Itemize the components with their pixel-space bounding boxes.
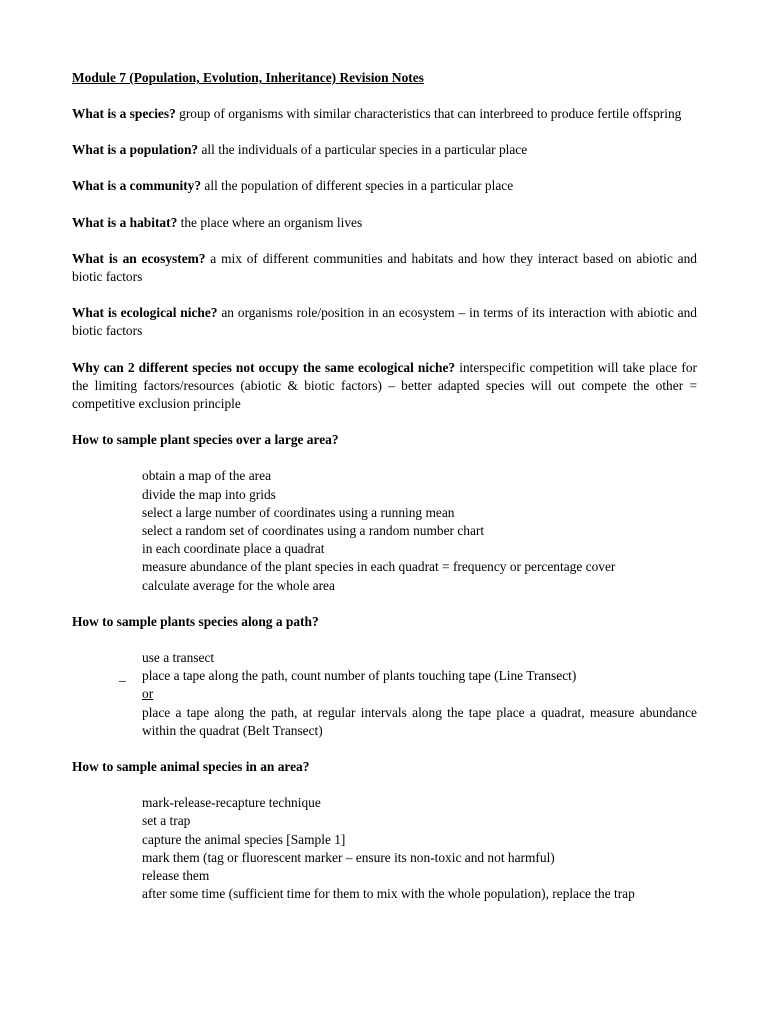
qa-habitat	[72, 214, 697, 232]
document-title: Module 7 (Population, Evolution, Inheritance) Revision Notes	[72, 70, 424, 85]
list-item: select a large number of coordinates using a running mean	[142, 504, 455, 520]
section-heading-plant-path: How to sample plants species along a path?	[72, 613, 319, 629]
list-item: divide the map into grids	[142, 486, 276, 502]
or-separator: or	[142, 686, 154, 702]
line-transect-text: place a tape along the path, count number of plants touching tape (Line Transect)	[142, 668, 577, 684]
answer-species: group of organisms with similar characteristics that can interbreed to produce fertile offspring	[175, 106, 682, 121]
question-species: What is a species?	[72, 106, 176, 121]
list-item: release them	[142, 868, 210, 884]
document-page	[72, 69, 697, 922]
answer-community: all the population of different species in a particular place	[201, 178, 514, 194]
list-item: measure abundance of the plant species in each quadrat = frequency or percentage cover	[142, 559, 616, 575]
list-item: mark-release-recapture technique	[142, 795, 321, 811]
question-population: What is a population?	[72, 142, 199, 158]
list-item: set a trap	[142, 813, 191, 829]
question-niche: What is ecological niche?	[72, 305, 218, 321]
question-competitive-exclusion: Why can 2 different species not occupy the same ecological niche?	[72, 359, 456, 375]
list-item	[142, 685, 697, 703]
section-heading-plant-large-area: How to sample plant species over a large area?	[72, 432, 339, 448]
step-list-plant-large-area	[142, 467, 697, 594]
answer-ecosystem: a mix of different communities and habitats and how they interact based on abiotic and biotic factors	[72, 250, 697, 285]
list-item: calculate average for the whole area	[142, 577, 335, 593]
list-marker: _	[119, 668, 126, 684]
answer-niche: an organisms role/position in an ecosystem – in terms of its interaction with abiotic and biotic factors	[72, 305, 697, 339]
list-item	[119, 667, 697, 685]
answer-competitive-exclusion: interspecific competition will take place for the limiting factors/resources (abiotic & biotic factors) – better adapted species will out compete the other = competitive exclusion principle	[72, 359, 697, 412]
question-community: What is a community?	[72, 178, 202, 194]
qa-niche	[72, 304, 697, 340]
answer-population: all the individuals of a particular species in a particular place	[198, 142, 528, 158]
list-item: capture the animal species [Sample 1]	[142, 831, 346, 847]
list-item: select a random set of coordinates using a random number chart	[142, 523, 485, 539]
section-heading-animal-sampling: How to sample animal species in an area?	[72, 759, 310, 775]
list-item: obtain a map of the area	[142, 468, 272, 484]
question-habitat: What is a habitat?	[72, 214, 178, 230]
step-list-animal-sampling	[142, 794, 697, 903]
list-item: place a tape along the path, at regular intervals along the tape place a quadrat, measure abundance within the quadrat (Belt Transect)	[142, 704, 697, 738]
question-ecosystem: What is an ecosystem?	[72, 250, 206, 266]
qa-ecosystem	[72, 250, 697, 286]
qa-competitive-exclusion	[72, 359, 697, 414]
answer-habitat: the place where an organism lives	[177, 214, 363, 230]
list-item: use a transect	[142, 650, 215, 666]
list-item: mark them (tag or fluorescent marker – ensure its non-toxic and not harmful)	[142, 849, 555, 865]
qa-population	[72, 141, 697, 159]
qa-species	[72, 105, 697, 123]
list-item: in each coordinate place a quadrat	[142, 541, 325, 557]
step-list-plant-path	[119, 649, 697, 740]
qa-community	[72, 177, 697, 195]
list-item: after some time (sufficient time for them to mix with the whole population), replace the trap	[142, 886, 635, 902]
